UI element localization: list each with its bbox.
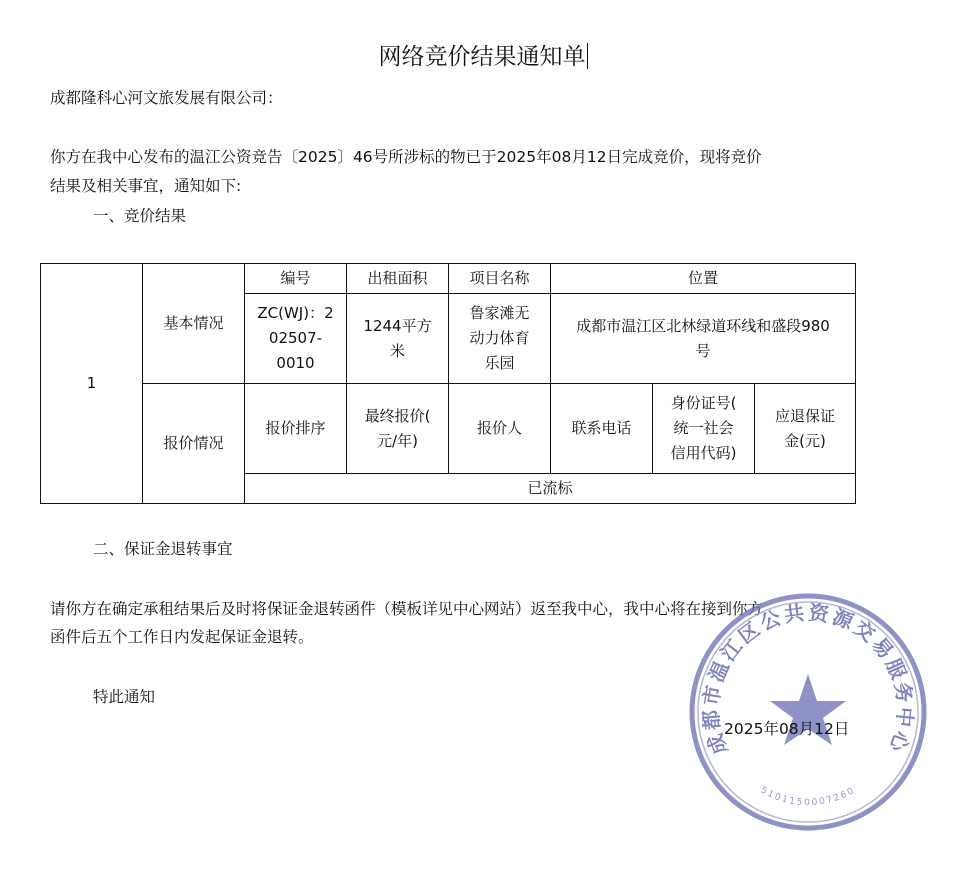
- cell-code: [245, 294, 347, 384]
- project-line: 乐园: [484, 354, 515, 372]
- issue-date: 2025年08月12日: [724, 720, 850, 738]
- id-no-line: 信用代码): [670, 444, 737, 462]
- location-line: 成都市温江区北林绿道环线和盛段980: [576, 316, 830, 335]
- header-phone: 联系电话: [551, 384, 653, 474]
- official-seal: [688, 592, 928, 832]
- body-line-2: 函件后五个工作日内发起保证金退转。: [50, 628, 314, 646]
- header-rank: 报价排序: [245, 384, 347, 474]
- seal-text: 成都市温江区公共资源交易服务中心: [698, 600, 918, 758]
- code-line: 02507-: [268, 329, 323, 347]
- result-table: [40, 263, 856, 504]
- seal-code: 5101150007260: [758, 785, 858, 809]
- project-line: 鲁家滩无: [469, 304, 530, 322]
- header-final-price: [347, 384, 449, 474]
- notice-text: 特此通知: [93, 688, 156, 706]
- area-line: 1244平方: [363, 316, 432, 335]
- intro-line-1: 你方在我中心发布的温江公资竞告〔2025〕46号所涉标的物已于2025年08月12日完成竞价，现将竞价: [50, 148, 762, 166]
- header-code: 编号: [245, 264, 347, 294]
- header-area: 出租面积: [347, 264, 449, 294]
- final-price-line: 最终报价(: [364, 406, 431, 425]
- id-no-line: 统一社会: [673, 419, 734, 437]
- cell-location: [551, 294, 856, 384]
- body-line-1: 请你方在确定承租结果后及时将保证金退转函件（模板详见中心网站）返至我中心，我中心将在接到你方: [50, 600, 764, 618]
- cell-project: [449, 294, 551, 384]
- header-refund: [755, 384, 856, 474]
- refund-line: 金(元): [784, 431, 826, 450]
- cell-area: [347, 294, 449, 384]
- recipient: 成都隆科心河文旅发展有限公司：: [50, 89, 283, 107]
- page-title: 网络竞价结果通知单: [378, 44, 586, 70]
- basic-info-label: 基本情况: [143, 264, 245, 384]
- code-line: 0010: [276, 354, 315, 372]
- header-location: 位置: [551, 264, 856, 294]
- seal-graphic: [688, 592, 928, 832]
- area-line: 米: [389, 341, 405, 360]
- header-bidder: 报价人: [449, 384, 551, 474]
- section-heading-deposit: 二、保证金退转事宜: [93, 540, 233, 558]
- location-line: 号: [695, 341, 711, 360]
- header-id-no: [653, 384, 755, 474]
- quote-info-label: 报价情况: [143, 384, 245, 504]
- refund-line: 应退保证: [775, 406, 836, 425]
- id-no-line: 身份证号(: [670, 394, 737, 412]
- intro-line-2: 结果及相关事宜，通知如下:: [50, 177, 242, 195]
- row-index: 1: [41, 264, 143, 504]
- text-cursor: [587, 43, 588, 69]
- final-price-line: 元/年): [377, 431, 418, 450]
- code-line: ZC(WJ)：2: [257, 304, 334, 322]
- project-line: 动力体育: [469, 329, 530, 347]
- section-heading-result: 一、竞价结果: [93, 207, 187, 225]
- result-status: 已流标: [245, 474, 856, 504]
- header-project: 项目名称: [449, 264, 551, 294]
